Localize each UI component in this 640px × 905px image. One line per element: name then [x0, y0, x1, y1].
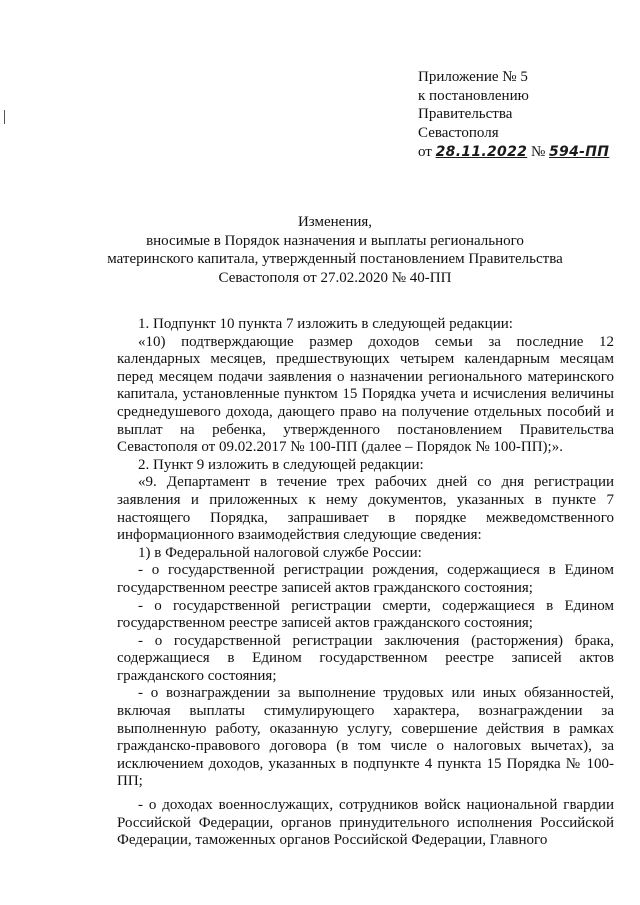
title-line-3: материнского капитала, утвержденный постановлением Правительства [107, 251, 563, 268]
attachment-line-2: к постановлению [418, 87, 529, 104]
attachment-header [418, 68, 609, 162]
paragraph-subpoint-10: «10) подтверждающие размер доходов семьи за последние 12 календарных месяцев, предшествующих четырем календарным месяцам перед месяцем подачи заявления о назначении регионального материнского капитала, установленные пунктом 15 Порядка учета и исчисления величины среднедушевого дохода, дающего право на получение отдельных пособий и выплат на ребенка, утвержденного постановлением Правительства Севастополя от 09.02.2017 № 100-ПП (далее – Порядок № 100-ПП);». [117, 333, 614, 456]
attachment-date-line [418, 143, 609, 162]
date-prefix: от [418, 143, 432, 160]
paragraph-remuneration: - о вознаграждении за выполнение трудовых или иных обязанностей, включая выплаты стимулирующего характера, вознаграждении за выполненную работу, оказанную услугу, совершение действия в рамках гражданско-правового договора (в том числе о налоговых вычетах), за исключением доходов, указанных в подпункте 4 пункта 15 Порядка № 100-ПП; [117, 685, 614, 790]
scan-edge-mark [4, 110, 5, 124]
title-line-1: Изменения, [297, 214, 373, 230]
title-line-2: вносимые в Порядок назначения и выплаты регионального [146, 232, 524, 249]
paragraph-item-1: 1. Подпункт 10 пункта 7 изложить в следующей редакции: [138, 316, 513, 332]
title-line-4: Севастополя от 27.02.2020 № 40-ПП [218, 269, 452, 286]
attachment-line-4: Севастополя [418, 125, 499, 142]
attachment-line-1: Приложение № 5 [418, 69, 528, 85]
number-prefix: № [530, 143, 546, 160]
attachment-line-3: Правительства [418, 106, 513, 123]
paragraph-birth-registration: - о государственной регистрации рождения, содержащиеся в Едином государственном реестре записей актов гражданского состояния; [117, 562, 614, 596]
paragraph-military-income: - о доходах военнослужащих, сотрудников войск национальной гвардии Российской Федерации, органов принудительного исполнения Российской Федерации, таможенных органов Российской Федерации, Главного [117, 797, 614, 849]
handwritten-number: 594-ПП [549, 143, 610, 160]
handwritten-date: 28.11.2022 [435, 143, 528, 160]
paragraph-marriage-registration: - о государственной регистрации заключения (расторжения) брака, содержащиеся в Едином государственном реестре записей актов гражданского состояния; [117, 632, 614, 684]
paragraph-point-9: «9. Департамент в течение трех рабочих дней со дня регистрации заявления и приложенных к нему документов, указанных в пункте 7 настоящего Порядка, запрашивает в порядке межведомственного информационного взаимодействия следующие сведения: [117, 474, 614, 544]
paragraph-death-registration: - о государственной регистрации смерти, содержащиеся в Едином государственном реестре записей актов гражданского состояния; [117, 597, 614, 632]
document-title [100, 213, 570, 287]
paragraph-tax-service: 1) в Федеральной налоговой службе России: [138, 544, 422, 561]
document-body [117, 316, 614, 850]
paragraph-item-2: 2. Пункт 9 изложить в следующей редакции: [138, 456, 424, 473]
